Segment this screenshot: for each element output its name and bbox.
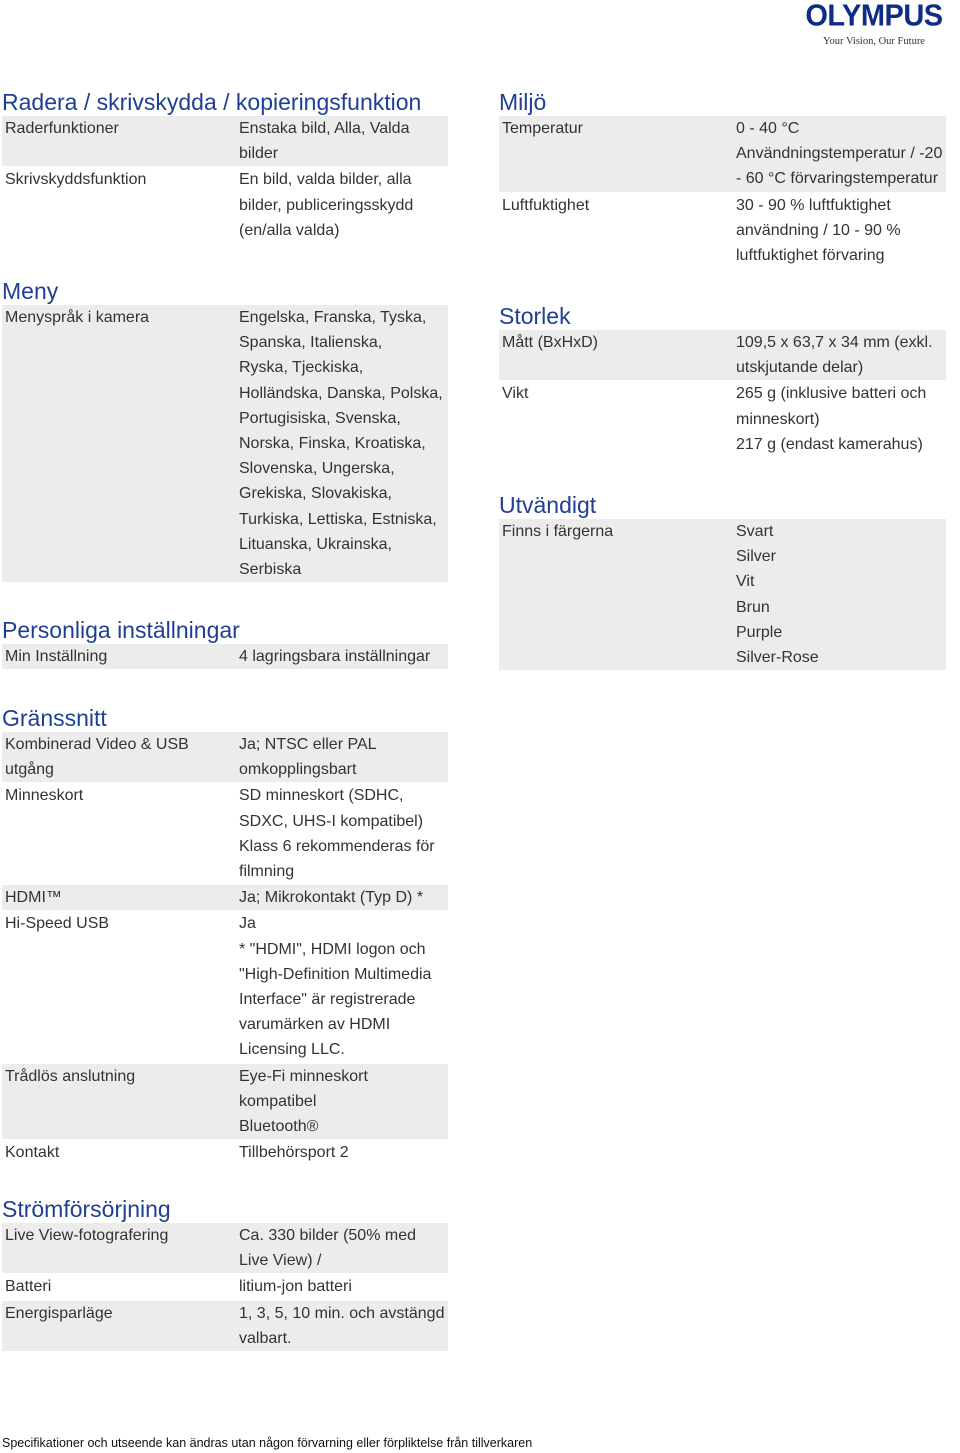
spec-label: [2, 783, 235, 885]
spec-table: [2, 644, 448, 670]
section-stromforsorjning: [2, 1195, 448, 1352]
section-title: Utvändigt: [499, 492, 597, 518]
spec-value-line: Användningstemperatur / -20: [736, 145, 943, 163]
table-row: [2, 783, 448, 885]
spec-table: [499, 519, 946, 671]
spec-label-line: Kontakt: [5, 1144, 60, 1162]
spec-label: [2, 167, 235, 244]
spec-label-line: utgång: [5, 761, 54, 779]
spec-value-line: varumärken av HDMI: [239, 1016, 391, 1034]
spec-value-line: Holländska, Danska, Polska,: [239, 384, 443, 402]
spec-label-line: Min Inställning: [5, 648, 108, 665]
spec-value: [235, 911, 448, 1063]
spec-label: [2, 911, 235, 1063]
spec-value-line: - 60 °C förvaringstemperatur: [736, 170, 939, 188]
spec-value-line: Ja; Mikrokontakt (Typ D) *: [239, 889, 424, 907]
spec-table: [2, 1223, 448, 1352]
spec-value: [732, 116, 946, 193]
spec-label: [2, 116, 235, 167]
table-row: [2, 167, 448, 244]
spec-value-line: 30 - 90 % luftfuktighet: [736, 196, 891, 214]
spec-label: [2, 1301, 235, 1352]
spec-value-line: Interface" är registrerade: [239, 991, 416, 1009]
spec-value: [235, 885, 448, 911]
table-row: [2, 1064, 448, 1141]
spec-label: [2, 1140, 235, 1166]
spec-value-line: Turkiska, Lettiska, Estniska,: [239, 510, 437, 528]
spec-table: [2, 732, 448, 1166]
spec-label: [2, 305, 235, 583]
spec-label-line: Minneskort: [5, 787, 84, 805]
spec-value-line: Slovenska, Ungerska,: [239, 460, 395, 478]
spec-value-line: Grekiska, Slovakiska,: [239, 485, 392, 503]
spec-value: [235, 644, 448, 670]
section-radera: [2, 88, 448, 244]
table-row: [2, 885, 448, 911]
spec-value: [235, 1301, 448, 1352]
table-row: [2, 1140, 448, 1166]
spec-label-line: HDMI™: [5, 889, 62, 907]
spec-value-line: minneskort): [736, 410, 820, 428]
spec-value: [235, 783, 448, 885]
spec-label-line: Mått (BxHxD): [502, 334, 598, 351]
section-personliga: [2, 616, 448, 670]
section-meny: [2, 277, 448, 583]
section-title: Miljö: [499, 89, 547, 115]
table-row: [2, 732, 448, 783]
spec-label: [499, 330, 732, 381]
table-row: [2, 116, 448, 167]
spec-value-line: 0 - 40 °C: [736, 120, 800, 137]
spec-label-line: Vikt: [502, 385, 529, 403]
spec-value: [235, 167, 448, 244]
spec-value: [235, 305, 448, 583]
section-miljo: [499, 88, 946, 269]
spec-label-line: Trådlös anslutning: [5, 1067, 136, 1085]
spec-value-line: bilder, publiceringsskydd: [239, 196, 414, 214]
spec-label-line: Temperatur: [502, 120, 583, 137]
spec-value-line: Ja; NTSC eller PAL: [239, 736, 377, 753]
spec-value: [235, 732, 448, 783]
spec-label: [2, 644, 235, 670]
section-granssnitt: [2, 704, 448, 1166]
spec-label: [499, 116, 732, 193]
spec-value-line: Vit: [736, 573, 755, 591]
spec-label: [2, 1223, 235, 1274]
spec-value: [235, 1274, 448, 1300]
spec-value: [235, 1064, 448, 1141]
spec-value-line: Spanska, Italienska,: [239, 334, 383, 352]
spec-value-line: litium-jon batteri: [239, 1278, 352, 1296]
spec-value-line: Live View) /: [239, 1252, 322, 1270]
spec-value-line: Klass 6 rekommenderas för: [239, 837, 435, 855]
spec-label-line: Batteri: [5, 1278, 52, 1296]
spec-label: [2, 732, 235, 783]
spec-value-line: 4 lagringsbara inställningar: [239, 648, 431, 665]
spec-value-line: Tillbehörsport 2: [239, 1144, 349, 1162]
table-row: [2, 1301, 448, 1352]
spec-table: [2, 305, 448, 583]
spec-value-line: Ca. 330 bilder (50% med: [239, 1227, 416, 1244]
spec-label: [499, 193, 732, 270]
spec-label-line: Kombinerad Video & USB: [5, 736, 189, 753]
spec-value: [732, 330, 946, 381]
spec-value-line: Brun: [736, 598, 770, 616]
spec-value-line: Engelska, Franska, Tyska,: [239, 309, 427, 326]
spec-value: [732, 193, 946, 270]
logo-wordmark: OLYMPUS: [805, 0, 943, 33]
spec-value-line: kompatibel: [239, 1092, 317, 1110]
spec-value-line: Silver: [736, 548, 777, 566]
spec-label: [2, 1064, 235, 1141]
spec-value-line: Silver-Rose: [736, 649, 819, 667]
table-row: [499, 116, 946, 193]
table-row: [2, 644, 448, 670]
table-row: [2, 1274, 448, 1300]
spec-value-line: användning / 10 - 90 %: [736, 221, 901, 239]
spec-value-line: Bluetooth®: [239, 1118, 319, 1136]
section-title: Gränssnitt: [2, 705, 107, 731]
spec-value-line: filmning: [239, 863, 295, 881]
spec-table: [499, 330, 946, 458]
spec-value-line: 265 g (inklusive batteri och: [736, 385, 927, 403]
spec-value-line: SDXC, UHS-I kompatibel): [239, 812, 424, 830]
olympus-logo: [790, 2, 958, 50]
spec-label-line: Hi-Speed USB: [5, 915, 110, 933]
spec-label-line: Raderfunktioner: [5, 120, 119, 137]
spec-table: [2, 116, 448, 244]
spec-value-line: Ja: [239, 915, 256, 933]
table-row: [499, 193, 946, 270]
spec-value-line: Eye-Fi minneskort: [239, 1067, 368, 1085]
spec-value-line: Ryska, Tjeckiska,: [239, 359, 364, 377]
spec-value-line: * "HDMI", HDMI logon och: [239, 940, 426, 958]
spec-value-line: bilder: [239, 145, 279, 163]
spec-value: [235, 1140, 448, 1166]
spec-value-line: Serbiska: [239, 561, 302, 579]
spec-label: [2, 885, 235, 911]
section-storlek: [499, 302, 946, 458]
spec-value-line: 109,5 x 63,7 x 34 mm (exkl.: [736, 334, 933, 351]
spec-value-line: Norska, Finska, Kroatiska,: [239, 435, 426, 453]
spec-value-line: 1, 3, 5, 10 min. och avstängd: [239, 1304, 445, 1322]
spec-value-line: Portugisiska, Svenska,: [239, 409, 401, 427]
section-title: Radera / skrivskydda / kopieringsfunktion: [2, 89, 422, 115]
table-row: [2, 911, 448, 1063]
spec-label-line: Skrivskyddsfunktion: [5, 171, 147, 189]
section-utvandigt: [499, 491, 946, 671]
spec-label-line: Menyspråk i kamera: [5, 309, 150, 326]
spec-label-line: Live View-fotografering: [5, 1227, 169, 1244]
footer-disclaimer: Specifikationer och utseende kan ändras utan någon förvarning eller förpliktelse från tillverkaren: [2, 1436, 533, 1450]
table-row: [2, 1223, 448, 1274]
table-row: [2, 305, 448, 583]
table-row: [499, 330, 946, 381]
section-title: Strömförsörjning: [2, 1196, 171, 1222]
spec-value-line: utskjutande delar): [736, 359, 864, 377]
spec-value: [732, 519, 946, 671]
section-title: Meny: [2, 278, 59, 304]
spec-value-line: SD minneskort (SDHC,: [239, 787, 404, 805]
spec-value: [732, 381, 946, 458]
spec-label: [499, 381, 732, 458]
spec-value-line: luftfuktighet förvaring: [736, 247, 885, 265]
spec-label: [2, 1274, 235, 1300]
spec-value-line: 217 g (endast kamerahus): [736, 435, 923, 453]
table-row: [499, 381, 946, 458]
spec-value-line: "High-Definition Multimedia: [239, 965, 432, 983]
spec-value-line: Svart: [736, 523, 774, 540]
table-row: [499, 519, 946, 671]
spec-label: [499, 519, 732, 671]
spec-value: [235, 1223, 448, 1274]
spec-value-line: Lituanska, Ukrainska,: [239, 535, 392, 553]
spec-value-line: En bild, valda bilder, alla: [239, 171, 412, 189]
section-title: Personliga inställningar: [2, 617, 240, 643]
spec-value-line: Licensing LLC.: [239, 1041, 345, 1059]
section-title: Storlek: [499, 303, 571, 329]
logo-tagline: Your Vision, Our Future: [823, 36, 925, 47]
spec-value: [235, 116, 448, 167]
spec-label-line: Energisparläge: [5, 1304, 113, 1322]
spec-value-line: Purple: [736, 623, 783, 641]
spec-value-line: omkopplingsbart: [239, 761, 357, 779]
spec-value-line: (en/alla valda): [239, 221, 340, 239]
spec-label-line: Finns i färgerna: [502, 523, 614, 540]
spec-table: [499, 116, 946, 269]
spec-label-line: Luftfuktighet: [502, 196, 590, 214]
spec-value-line: Enstaka bild, Alla, Valda: [239, 120, 410, 137]
spec-value-line: valbart.: [239, 1329, 292, 1347]
